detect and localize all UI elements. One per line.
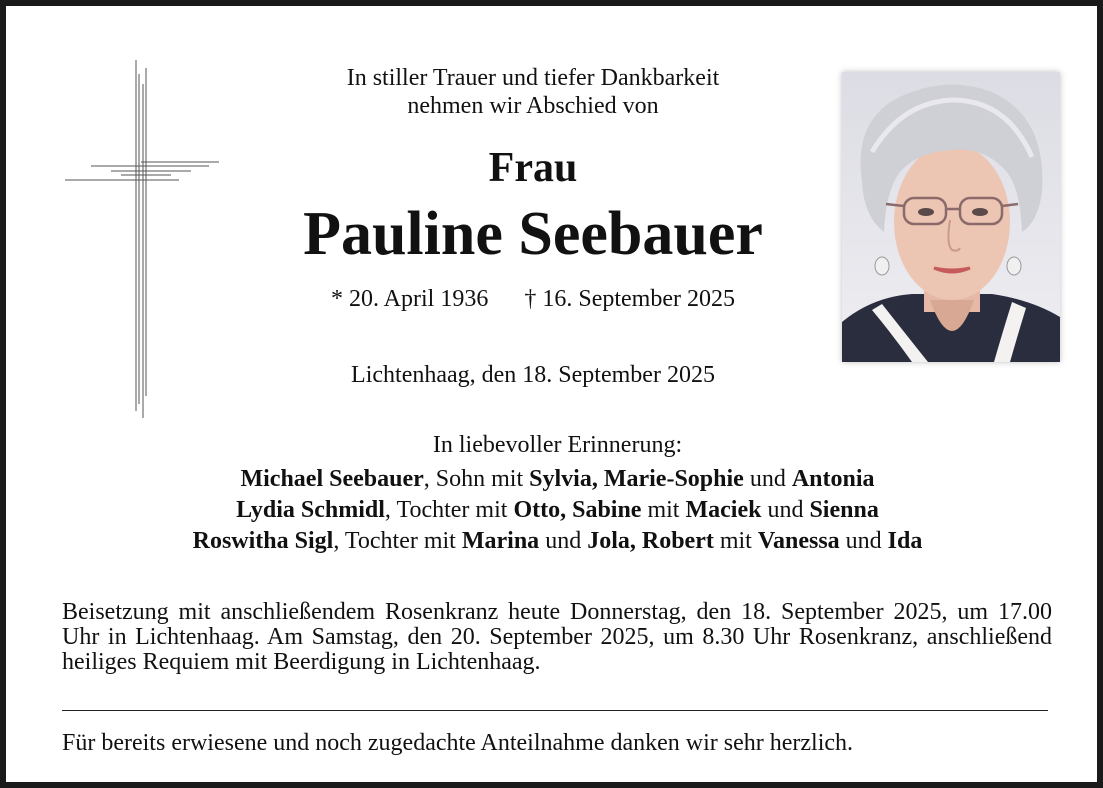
family-name: Maciek	[685, 497, 762, 523]
intro-text	[236, 64, 830, 120]
place-and-date: Lichtenhaag, den 18. September 2025	[351, 362, 715, 388]
family-relation: und	[743, 466, 792, 492]
family-name: Roswitha Sigl	[192, 528, 334, 554]
family-relation: , Tochter mit	[384, 497, 514, 523]
family-name: Vanessa	[757, 528, 840, 554]
cross-icon	[61, 56, 231, 421]
family-relation: , Tochter mit	[333, 528, 462, 554]
family-name: Jola, Robert	[587, 528, 714, 554]
family-relation: und	[761, 497, 810, 523]
birth-date: * 20. April 1936	[331, 286, 489, 312]
family-line	[66, 526, 1049, 557]
death-date: † 16. September 2025	[524, 286, 735, 312]
family-name: Sienna	[809, 497, 879, 523]
family-relation: und	[539, 528, 588, 554]
family-line	[66, 495, 1049, 526]
intro-line-1: In stiller Trauer und tiefer Dankbarkeit	[346, 65, 720, 91]
family-name: Lydia Schmidl	[236, 497, 385, 523]
family-relation: , Sohn mit	[423, 466, 530, 492]
deceased-name: Pauline Seebauer	[303, 200, 763, 268]
portrait-photo	[842, 72, 1060, 362]
family-name: Marina	[461, 528, 540, 554]
divider-line	[62, 710, 1048, 711]
intro-line-2: nehmen wir Abschied von	[407, 93, 659, 119]
family-relation: mit	[641, 497, 686, 523]
family-line	[66, 464, 1049, 495]
salutation: Frau	[488, 145, 578, 191]
family-name: Sylvia, Marie-Sophie	[529, 466, 744, 492]
family-relation: mit	[713, 528, 758, 554]
family-name: Antonia	[791, 466, 875, 492]
family-name: Ida	[887, 528, 923, 554]
family-list	[66, 464, 1049, 557]
funeral-notice: Beisetzung mit anschließendem Rosenkranz heute Donnerstag, den 18. September 2025, um 17.00 Uhr in Lichtenhaag. Am Samstag, den 20. September 2025, um 8.30 Uhr Rosenkranz, anschließend heiliges Requiem mit Beerdigung in Lichtenhaag.	[62, 599, 1052, 675]
family-relation: und	[839, 528, 888, 554]
life-dates	[236, 284, 830, 314]
thanks-text: Für bereits erwiesene und noch zugedachte Anteilnahme danken wir sehr herzlich.	[62, 730, 854, 756]
memory-heading: In liebevoller Erinnerung:	[432, 432, 683, 458]
family-name: Otto, Sabine	[513, 497, 642, 523]
family-name: Michael Seebauer	[240, 466, 424, 492]
